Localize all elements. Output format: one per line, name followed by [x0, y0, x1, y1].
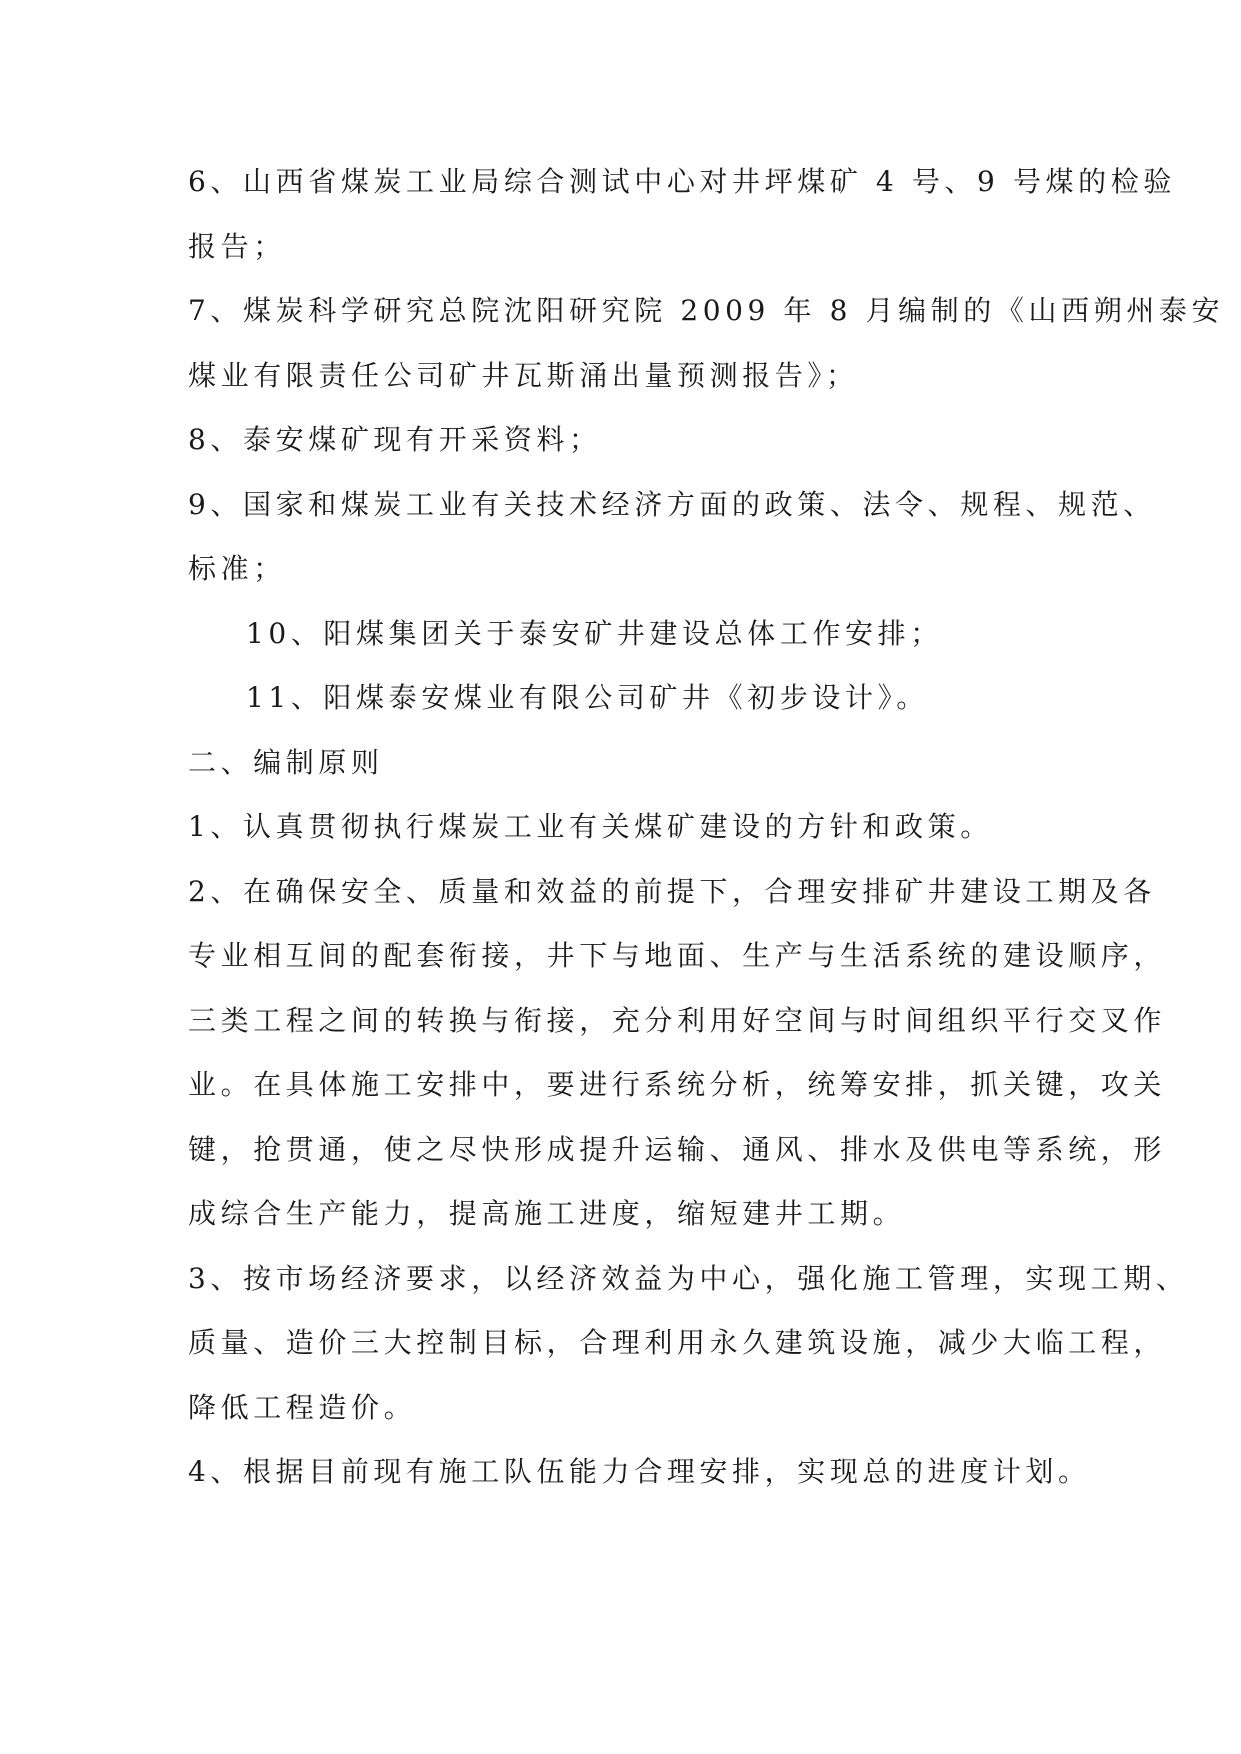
text-line: 成综合生产能力，提高施工进度，缩短建井工期。 [188, 1197, 906, 1230]
text-line: 11、阳煤泰安煤业有限公司矿井《初步设计》。 [246, 681, 929, 714]
text-line: 1、认真贯彻执行煤炭工业有关煤矿建设的方针和政策。 [188, 810, 993, 843]
text-line: 9、国家和煤炭工业有关技术经济方面的政策、法令、规程、规范、 [188, 487, 1156, 521]
text-line: 7、煤炭科学研究总院沈阳研究院 2009 年 8 月编制的《山西朔州泰安 [188, 294, 1225, 327]
text-line: 降低工程造价。 [188, 1390, 417, 1424]
text-line: 业。在具体施工安排中，要进行系统分析，统筹安排，抓关键，攻关 [188, 1068, 1167, 1101]
text-line: 标准； [188, 552, 286, 585]
text-line: 6、山西省煤炭工业局综合测试中心对井坪煤矿 4 号、9 号煤的检验 [188, 165, 1176, 198]
text-line: 4、根据目前现有施工队伍能力合理安排，实现总的进度计划。 [188, 1455, 1091, 1488]
text-line: 煤业有限责任公司矿井瓦斯涌出量预测报告》； [188, 358, 859, 392]
text-line: 2、在确保安全、质量和效益的前提下，合理安排矿井建设工期及各 [188, 874, 1156, 908]
text-line: 键，抢贯通，使之尽快形成提升运输、通风、排水及供电等系统，形 [188, 1132, 1167, 1166]
text-line: 报告； [188, 229, 286, 263]
text-line: 专业相互间的配套衔接，井下与地面、生产与生活系统的建设顺序， [188, 939, 1167, 972]
text-line: 三类工程之间的转换与衔接，充分利用好空间与时间组织平行交叉作 [188, 1003, 1167, 1037]
text-line: 10、阳煤集团关于泰安矿井建设总体工作安排； [246, 616, 943, 650]
text-line: 8、泰安煤矿现有开采资料； [188, 423, 602, 456]
document-body [188, 150, 1225, 1505]
text-line: 质量、造价三大控制目标，合理利用永久建筑设施，减少大临工程， [188, 1326, 1167, 1359]
text-line: 3、按市场经济要求，以经济效益为中心，强化施工管理，实现工期、 [188, 1261, 1189, 1295]
text-line: 二、编制原则 [188, 745, 384, 779]
